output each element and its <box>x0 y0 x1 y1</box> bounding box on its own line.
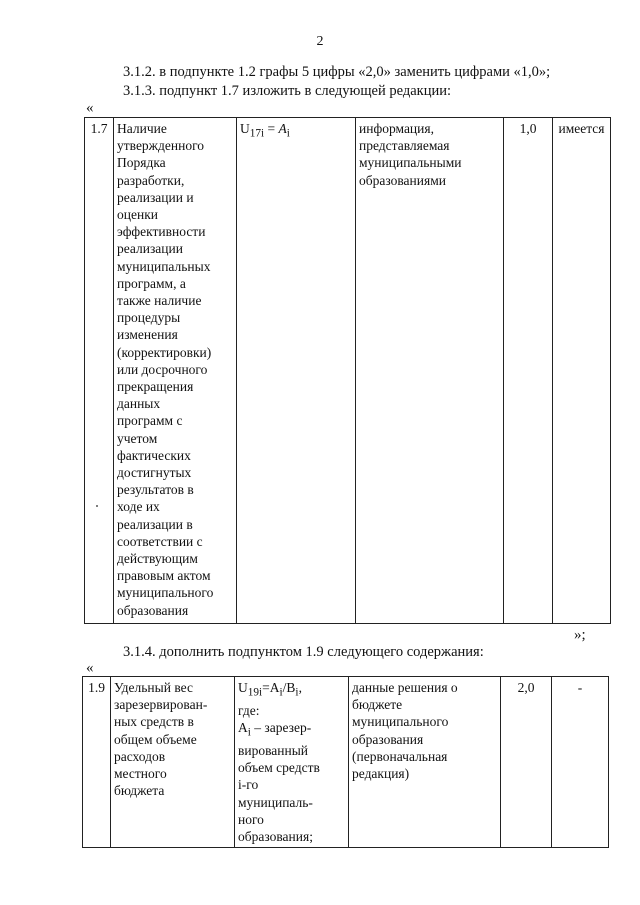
data-source: данные решения о бюджете муниципального образования (первоначальная редакция) <box>349 677 501 848</box>
table-item-1-9 <box>82 676 609 848</box>
formula-cell <box>237 118 356 624</box>
variable-symbol: A <box>238 720 248 736</box>
criterion-status: - <box>552 677 609 848</box>
formula-subscript: 19i <box>247 686 263 699</box>
table-row <box>85 118 611 624</box>
item-number: 1.7 <box>85 118 114 624</box>
formula-variable-a: =A <box>262 680 280 695</box>
formula-cell <box>235 677 349 848</box>
variable-description <box>238 719 345 845</box>
formula-comma: , <box>298 680 302 695</box>
formula-symbol: U <box>240 121 250 136</box>
formula-variable: A <box>278 121 287 136</box>
scan-speck <box>96 505 98 507</box>
formula <box>238 679 345 702</box>
weight-value: 2,0 <box>501 677 552 848</box>
open-quote-2: « <box>86 660 94 676</box>
indicator-name: Наличие утвержденного Порядка разработки, реализации и оценки эффективности реализации муниципальных программ, а также наличие процедуры изменения (корректировки) или досрочного прекращения данных программ с учетом фактических достигнутых результатов в ходе их реализации в соответствии с действующим правовым актом муниципального образования <box>114 118 237 624</box>
page-number: 2 <box>316 34 324 49</box>
table-item-1-7 <box>84 117 611 624</box>
formula <box>240 121 290 140</box>
formula-b-subscript: i <box>295 686 299 699</box>
weight-value: 1,0 <box>504 118 553 624</box>
where-label: где: <box>238 702 260 718</box>
formula-variable-subscript: i <box>286 127 290 140</box>
variable-subscript: i <box>247 726 251 739</box>
item-number: 1.9 <box>83 677 111 848</box>
open-quote-1: « <box>86 100 94 116</box>
formula-subscript: 17i <box>249 127 265 140</box>
variable-definition: – зарезер- вированный объем средств i-го муниципаль- ного образования; <box>238 720 320 844</box>
formula-symbol: U <box>238 680 248 695</box>
data-source: информация, представляемая муниципальными образованиями <box>356 118 504 624</box>
paragraph-3-1-4: 3.1.4. дополнить подпунктом 1.9 следующего содержания: <box>123 644 484 660</box>
close-quote-1: »; <box>574 627 586 643</box>
table-row <box>83 677 609 848</box>
criterion-status: имеется <box>553 118 611 624</box>
paragraph-3-1-3: 3.1.3. подпункт 1.7 изложить в следующей редакции: <box>123 83 452 99</box>
formula-variable-b: /B <box>282 680 296 695</box>
formula-equals: = <box>264 121 279 136</box>
paragraph-3-1-2: 3.1.2. в подпункте 1.2 графы 5 цифры «2,0» заменить цифрами «1,0»; <box>123 64 551 80</box>
indicator-name: Удельный вес зарезервирован- ных средств в общем объеме расходов местного бюджета <box>111 677 235 848</box>
formula-a-subscript: i <box>279 686 283 699</box>
